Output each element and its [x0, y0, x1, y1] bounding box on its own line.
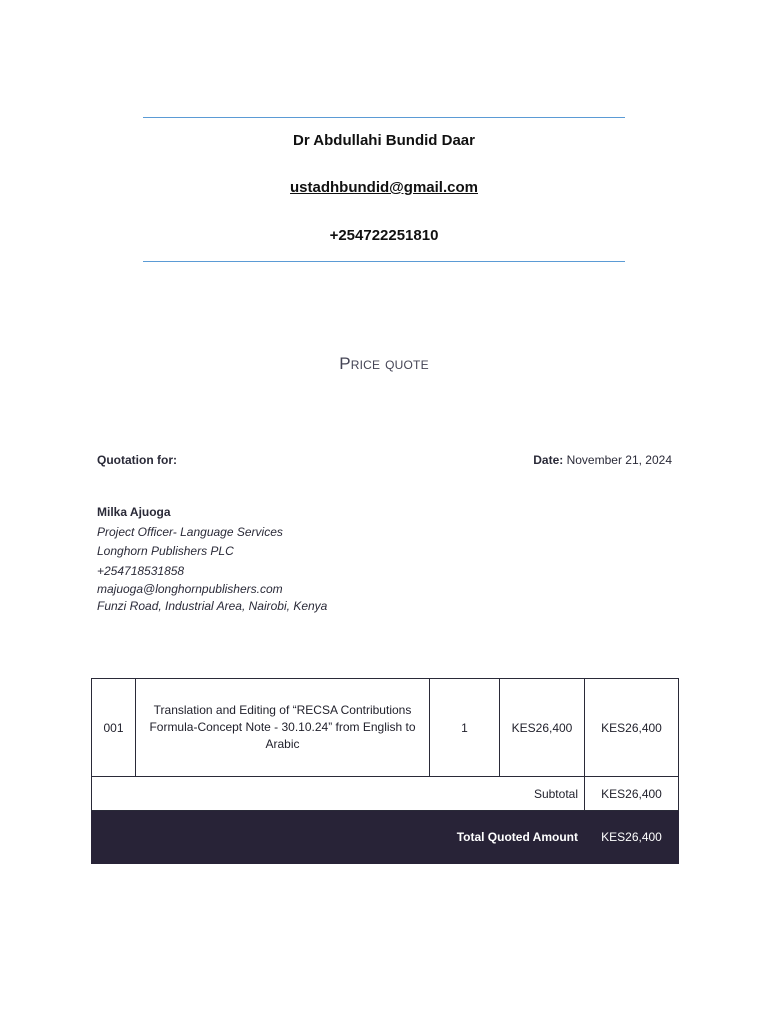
client-email: majuoga@longhornpublishers.com	[97, 582, 283, 596]
document-title: Price quote	[339, 354, 429, 373]
sender-name: Dr Abdullahi Bundid Daar	[293, 132, 475, 149]
item-amount: KES26,400	[585, 679, 679, 777]
client-address: Funzi Road, Industrial Area, Nairobi, Kenya	[97, 599, 328, 613]
table-row	[92, 679, 679, 777]
quote-items-table	[91, 678, 679, 864]
subtotal-row	[92, 777, 679, 811]
item-description: Translation and Editing of “RECSA Contributions Formula-Concept Note - 30.10.24” from English to Arabic	[136, 679, 430, 777]
date-label: Date:	[533, 453, 564, 467]
sender-email-link[interactable]: ustadhbundid@gmail.com	[290, 179, 478, 196]
item-number: 001	[92, 679, 136, 777]
quotation-for-label: Quotation for:	[97, 453, 177, 467]
header-top-rule	[143, 117, 625, 118]
client-block	[97, 503, 327, 615]
total-row	[92, 811, 679, 864]
sender-phone: +254722251810	[329, 227, 439, 244]
total-label: Total Quoted Amount	[92, 811, 585, 864]
item-quantity: 1	[430, 679, 500, 777]
sender-email-line	[0, 179, 768, 196]
client-position: Project Officer- Language Services	[97, 524, 283, 539]
subtotal-label: Subtotal	[92, 777, 585, 811]
subtotal-value: KES26,400	[585, 777, 679, 811]
client-phone: +254718531858	[97, 563, 185, 578]
date-value: November 21, 2024	[566, 453, 672, 467]
quotation-date	[533, 453, 672, 467]
client-company: Longhorn Publishers PLC	[97, 544, 234, 558]
header-bottom-rule	[143, 261, 625, 262]
item-unit-price: KES26,400	[500, 679, 585, 777]
total-value: KES26,400	[585, 811, 679, 864]
client-name: Milka Ajuoga	[97, 505, 171, 519]
